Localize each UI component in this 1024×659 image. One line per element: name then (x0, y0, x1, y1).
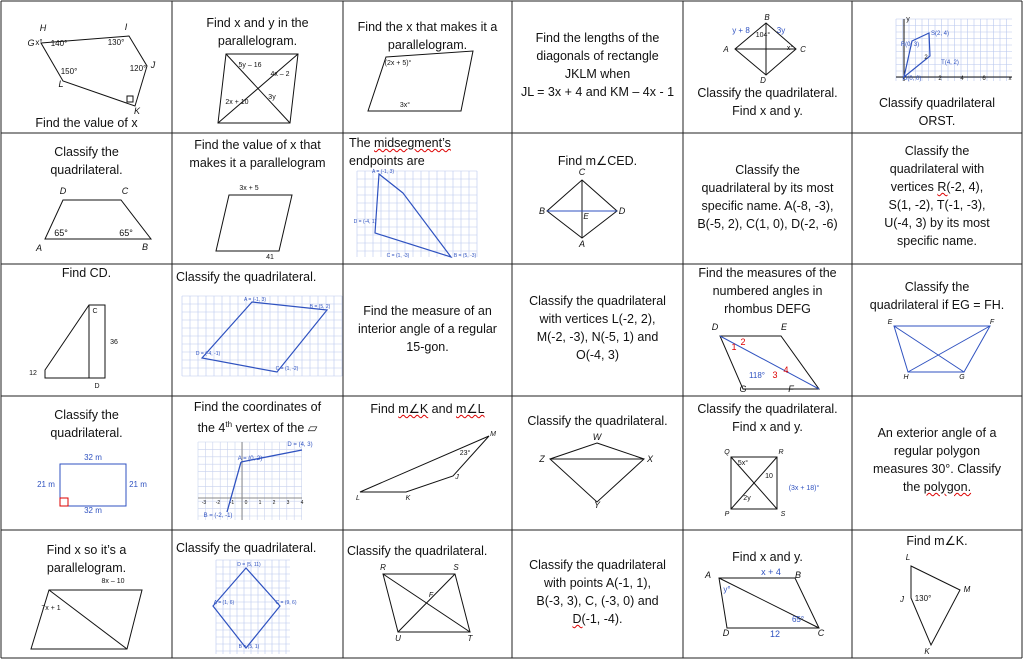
figure-label: A (704, 570, 712, 580)
problem-cell-r1c2 (172, 1, 343, 133)
figure-label: B (141, 242, 149, 252)
problem-text-line: JL = 3x + 4 and KM – 4x - 1 (520, 85, 675, 99)
problem-cell-r3c1 (1, 264, 172, 396)
figure-label: F (788, 384, 794, 394)
problem-text (856, 94, 1018, 130)
problem-cell-r2c5 (683, 133, 852, 264)
problem-text (176, 136, 339, 172)
figure-r3c1 (1, 264, 172, 396)
problem-cell-r3c4 (512, 264, 683, 396)
figure-label: S (780, 511, 786, 518)
problem-cell-r4c2 (172, 396, 343, 530)
figure-label: -1 (229, 500, 235, 506)
figure-shape (550, 443, 644, 502)
problem-cell-r1c1 (1, 1, 172, 133)
problem-text (347, 400, 508, 418)
figure-label: J (150, 60, 156, 70)
problem-cell-r5c5 (683, 530, 852, 658)
problem-text-line: quadrilateral if EG = FH. (869, 298, 1005, 312)
figure-label: S(2, 4) (930, 31, 950, 37)
figure-label: 104° (755, 32, 771, 39)
figure-label: D = (-4, 1) (353, 219, 377, 225)
problem-cell-r5c6 (852, 530, 1022, 658)
problem-cell-r3c2 (172, 264, 343, 396)
problem-text-line: B(-5, 2), C(1, 0), D(-2, -6) (697, 217, 838, 231)
problem-text-line: quadrilateral. (50, 163, 123, 177)
figure-label: U (395, 634, 401, 643)
figure-label: F (989, 319, 995, 326)
figure-label: F (428, 592, 434, 599)
problem-cell-r5c1 (1, 530, 172, 658)
figure-label: 118° (749, 371, 765, 380)
figure-shape (216, 195, 292, 251)
figure-label: 12 (769, 629, 781, 639)
figure-label: J (900, 595, 904, 604)
problem-text (5, 114, 168, 132)
problem-text-line: O(-4, 3) (575, 348, 620, 362)
figure-label: 36 (110, 339, 118, 346)
problem-cell-r4c6 (852, 396, 1022, 530)
figure-label: I (124, 22, 128, 32)
figure-label: D (59, 186, 67, 196)
figure-shape (911, 566, 960, 645)
figure-label: B = (5, 2) (309, 304, 331, 310)
figure-label: 32 m (84, 453, 102, 462)
problem-cell-r4c1 (1, 396, 172, 530)
figure-label: D (94, 383, 100, 390)
problem-text-line: Classify the quadrilateral. (697, 86, 838, 100)
problem-cell-r5c4 (512, 530, 683, 658)
figure-label: 6 (982, 76, 986, 82)
figure-label: C (817, 628, 825, 638)
figure-label: K (924, 647, 930, 656)
problem-text-line: regular polygon (893, 444, 981, 458)
figure-label: 5y – 16 (238, 62, 262, 69)
figure-label: C = (1, -2) (275, 366, 299, 372)
problem-cell-r2c2 (172, 133, 343, 264)
figure-label: P (724, 511, 730, 518)
figure-label: X (646, 454, 654, 464)
problem-cell-r4c3 (343, 396, 512, 530)
figure-label: E (887, 319, 893, 326)
problem-text-line: vertices R(-2, 4), (890, 180, 984, 194)
problem-text-line: The midsegment’s (349, 136, 451, 150)
figure-label: D = (-4, -1) (195, 351, 221, 357)
problem-text-line: Classify the (735, 163, 800, 177)
figure-label: R (778, 449, 784, 456)
problem-text-line: B(-3, 3), C, (-3, 0) and (536, 594, 659, 608)
problem-text (176, 268, 339, 286)
problem-text-line: Find the measures of the (698, 266, 837, 280)
figure-label: C (121, 186, 129, 196)
figure-label: B = (5, -3) (453, 253, 477, 259)
figure-label: E (780, 322, 788, 332)
figure-label: 4x – 2 (270, 71, 290, 78)
figure-label: 65° (119, 228, 133, 238)
problem-text (687, 400, 848, 436)
problem-text-line: 15-gon. (406, 340, 449, 354)
figure-label: 3 (772, 370, 778, 380)
problem-text-line: specific name. (897, 234, 977, 248)
figure-label: O(0, 0) (902, 76, 922, 82)
problem-text (347, 18, 508, 54)
figure-shape (31, 590, 142, 649)
figure-label: R (380, 563, 386, 572)
problem-text-line: Find x and y. (732, 550, 803, 564)
problem-text-line: Find CD. (61, 266, 112, 280)
problem-text-line: Find x and y in the (206, 16, 309, 30)
figure-label: A (35, 243, 43, 253)
figure-label: 3 (286, 500, 290, 506)
figure-label: x + 4 (761, 567, 781, 577)
problem-text-line: Find the value of x that (194, 138, 321, 152)
figure-line (379, 174, 403, 193)
problem-text-line: Classify the quadrilateral. (176, 270, 317, 284)
problem-text (516, 556, 679, 628)
figure-label: (3x + 18)° (788, 485, 820, 492)
problem-text-line: ORST. (918, 114, 956, 128)
problem-text-line: Find the coordinates of (193, 400, 322, 414)
problem-text-line: Classify the (54, 408, 119, 422)
figure-label: R(0, 3) (900, 42, 920, 48)
problem-text (176, 539, 339, 557)
problem-text-line: makes it a parallelogram (189, 156, 326, 170)
problem-text-line: Find x and y. (732, 420, 803, 434)
figure-label: A = (1, 6) (213, 600, 235, 606)
figure-label: 4 (960, 76, 964, 82)
problem-text-line: Classify the quadrilateral (529, 558, 666, 572)
problem-text (349, 134, 508, 170)
figure-label: D (618, 206, 626, 216)
problem-text-line: Find the measure of an (363, 304, 492, 318)
problem-text (856, 532, 1018, 550)
figure-label: 150° (60, 67, 78, 76)
figure-label: C = (1, -3) (386, 253, 410, 259)
problem-text-line: measures 30°. Classify (873, 462, 1001, 476)
problem-text (516, 412, 679, 430)
figure-line (49, 590, 127, 649)
figure-label: D (760, 76, 766, 85)
problem-text-line: JKLM when (564, 67, 631, 81)
figure-label: -3 (201, 500, 207, 506)
problem-text-line: specific name. A(-8, -3), (701, 199, 834, 213)
figure-label: B (794, 570, 802, 580)
problem-text-line: Find m∠K and m∠L (370, 402, 485, 416)
figure-label: 3y (776, 26, 786, 35)
problem-text-line: parallelogram. (217, 34, 298, 48)
figure-label: A (723, 45, 729, 54)
figure-label: 4 (300, 500, 304, 506)
problem-text-line: Classify the (54, 145, 119, 159)
figure-label: W (592, 432, 602, 442)
figure-shape (360, 436, 489, 492)
figure-label: G (739, 384, 747, 394)
problem-text-line: An exterior angle of a (877, 426, 997, 440)
figure-label: M (490, 431, 496, 438)
figure-label: L (356, 495, 360, 502)
figure-label: 120° (129, 64, 147, 73)
problem-cell-r2c4 (512, 133, 683, 264)
figure-label: 140° (50, 39, 68, 48)
figure-label: 2 (272, 500, 276, 506)
problem-text-line: quadrilateral. (50, 426, 123, 440)
figure-label: 65° (791, 615, 805, 624)
problem-text (856, 278, 1018, 314)
problem-text-line: with vertices L(-2, 2), (539, 312, 656, 326)
problem-text-line: parallelogram. (387, 38, 468, 52)
figure-label: x (1008, 76, 1012, 82)
figure-label: K (405, 495, 411, 502)
figure-label: Z (539, 454, 545, 464)
figure-label: -2 (215, 500, 221, 506)
problem-text-line: Classify the quadrilateral. (347, 544, 488, 558)
figure-label: y (906, 16, 910, 23)
figure-label: B = (5, 1) (238, 644, 260, 650)
figure-label: G (27, 38, 35, 48)
figure-label: 21 m (129, 480, 147, 489)
figure-label: G (959, 374, 965, 381)
problem-text-line: Find the lengths of the (535, 31, 660, 45)
figure-label: 3y (268, 94, 276, 101)
figure-label: H (39, 23, 47, 33)
problem-text-line: U(-4, 3) by its most (884, 216, 990, 230)
figure-label: 2 (938, 76, 942, 82)
figure-label: H (903, 374, 909, 381)
problem-text-line: with points A(-1, 1), (544, 576, 651, 590)
figure-label: 23° (459, 450, 471, 457)
problem-text-line: Classify the quadrilateral. (697, 402, 838, 416)
problem-text (687, 548, 848, 566)
problem-text-line: Classify the quadrilateral (529, 294, 666, 308)
figure-label: x° (35, 38, 43, 47)
problem-text-line: rhombus DEFG (724, 302, 811, 316)
problem-text (5, 143, 168, 179)
figure-label: 2y (743, 495, 751, 502)
figure-line (908, 326, 990, 372)
figure-label: y + 8 (732, 26, 750, 35)
problem-text-line: Find m∠CED. (557, 154, 638, 168)
figure-label: B (764, 13, 770, 22)
figure-label: 10 (765, 473, 773, 480)
figure-label: C (578, 167, 586, 177)
problem-cell-r2c3 (343, 133, 512, 264)
figure-label: B = (-2, -1) (203, 513, 233, 519)
problem-text (347, 302, 508, 356)
figure-label: 130° (107, 38, 125, 47)
figure-label: C (92, 308, 98, 315)
problem-cell-r1c4 (512, 1, 683, 133)
problem-cell-r4c4 (512, 396, 683, 530)
problem-text (687, 84, 848, 120)
problem-text-line: numbered angles in (712, 284, 823, 298)
figure-label: 3x + 5 (239, 185, 259, 192)
figure-label: B (538, 206, 546, 216)
problem-text-line: Classify quadrilateral (878, 96, 996, 110)
problem-text-line: Find m∠K. (906, 534, 968, 548)
figure-label: 41 (266, 254, 274, 261)
problem-text (5, 264, 168, 282)
figure-label: E (583, 212, 589, 221)
problem-cell-r3c6 (852, 264, 1022, 396)
problem-cell-r1c3 (343, 1, 512, 133)
figure-label: T(4, 2) (941, 60, 959, 66)
coordinate-grid (357, 171, 477, 257)
figure-shape (202, 302, 327, 372)
figure-label: Q (724, 449, 730, 456)
figure-label: 4 (783, 365, 789, 375)
problem-text-line: endpoints are (349, 154, 425, 168)
figure-label: 1 (258, 500, 262, 506)
problem-text-line: quadrilateral by its most (701, 181, 834, 195)
problem-text-line: parallelogram. (46, 561, 127, 575)
problem-text-line: D(-1, -4). (572, 612, 623, 626)
problem-cell-r2c6 (852, 133, 1022, 264)
problem-text (176, 398, 339, 437)
problem-text-line: Classify the quadrilateral. (176, 541, 317, 555)
figure-shape (45, 305, 105, 378)
figure-label: 2x + 10 (225, 99, 249, 106)
coordinate-grid (896, 19, 1012, 81)
figure-label: A = (0, 2) (237, 456, 263, 462)
figure-label: D = (5, 11) (237, 562, 261, 568)
figure-shape (894, 326, 990, 372)
figure-label: M (963, 585, 971, 594)
figure-label: 8x – 10 (101, 578, 125, 585)
figure-label: 32 m (84, 506, 102, 515)
figure-line (398, 574, 455, 632)
problem-text-line: quadrilateral with (889, 162, 985, 176)
figure-label: y° (723, 585, 731, 594)
figure-label: T (467, 634, 473, 643)
problem-text-line: Find x so it’s a (46, 543, 127, 557)
problem-cell-r2c1 (1, 133, 172, 264)
problem-text-line: the polygon. (902, 480, 972, 494)
figure-label: 2 (740, 337, 746, 347)
problem-text (516, 152, 679, 170)
problem-text (856, 142, 1018, 250)
problem-text-line: Find the x that makes it a (357, 20, 498, 34)
problem-cell-r3c5 (683, 264, 852, 396)
problem-text (687, 161, 848, 233)
problem-text-line: M(-2, -3), N(-5, 1) and (536, 330, 659, 344)
figure-label: S (453, 563, 459, 572)
figure-label: A = (-1, 3) (371, 169, 395, 175)
figure-label: J (455, 474, 459, 481)
problem-cell-r1c6 (852, 1, 1022, 133)
problem-text (687, 264, 848, 318)
figure-label: 2 (924, 55, 928, 61)
problem-text (516, 29, 679, 101)
figure-label: Y (593, 500, 601, 510)
problem-text (176, 14, 339, 50)
figure-label: 3x° (399, 102, 411, 109)
figure-label: K (133, 106, 141, 116)
figure-label: A (578, 239, 586, 249)
figure-label: C (800, 45, 806, 54)
figure-label: x° (786, 45, 794, 52)
problem-text (5, 406, 168, 442)
problem-text (516, 292, 679, 364)
problem-text-line: Find the value of x (35, 116, 138, 130)
figure-label: (2x + 5)° (384, 60, 412, 67)
problem-text (856, 424, 1018, 496)
figure-label: 12 (29, 370, 37, 377)
figure-label: D (711, 322, 719, 332)
problem-cell-r4c5 (683, 396, 852, 530)
problem-text-line: Classify the quadrilateral. (527, 414, 668, 428)
figure-label: C = (9, 6) (275, 600, 297, 606)
figure-label: 65° (54, 228, 68, 238)
problem-text-line: S(1, -2), T(-1, -3), (888, 198, 986, 212)
figure-label: D (722, 628, 730, 638)
problem-text (5, 541, 168, 577)
problem-cell-r5c2 (172, 530, 343, 658)
figure-label: 21 m (37, 480, 55, 489)
figure-line (894, 326, 964, 372)
figure-label: L (905, 553, 911, 562)
figure-label: 1 (731, 342, 737, 352)
problem-text-line: the 4th vertex of the ▱ (197, 420, 318, 436)
figure-label: 7x + 1 (41, 605, 61, 612)
problem-text-line: Classify the (904, 280, 970, 294)
problem-text-line: diagonals of rectangle (536, 49, 659, 63)
problem-text-line: Classify the (904, 144, 970, 158)
problem-cell-r5c3 (343, 530, 512, 658)
problem-text-line: interior angle of a regular (358, 322, 497, 336)
figure-label: L (58, 79, 64, 89)
problem-text (347, 542, 508, 560)
figure-label: 130° (914, 594, 932, 603)
problem-cell-r1c5 (683, 1, 852, 133)
problem-cell-r3c3 (343, 264, 512, 396)
figure-label: 5x° (737, 460, 749, 467)
problem-text-line: Find x and y. (732, 104, 803, 118)
figure-label: 0 (244, 500, 248, 506)
figure-label: D = (4, 3) (287, 442, 313, 448)
figure-label: A = (-1, 3) (243, 297, 267, 303)
